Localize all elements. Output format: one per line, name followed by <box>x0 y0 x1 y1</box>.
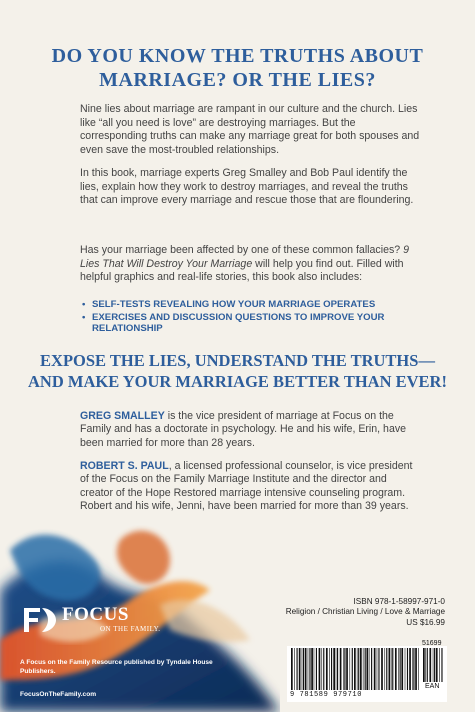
subheadline-line-2: AND MAKE YOUR MARRIAGE BETTER THAN EVER! <box>28 372 447 391</box>
publisher-line: A Focus on the Family Resource published by Tyndale House Publishers. <box>20 659 213 675</box>
barcode-bar <box>427 648 428 682</box>
barcode-addon-icon <box>422 648 444 682</box>
category: Religion / Christian Living / Love & Marriage <box>285 607 445 617</box>
barcode-bar <box>413 648 414 690</box>
barcode-bar <box>436 648 438 682</box>
author-bio-text: is the vice president of marriage at Focus on the Family and has a doctorate in psychology. He and his wife, Erin, have been married for more than 28 years. <box>80 410 407 449</box>
intro-p3-before: Has your marriage been affected by one of these common fallacies? <box>80 244 404 256</box>
barcode-bar <box>316 648 317 690</box>
barcode-bar <box>311 648 313 690</box>
barcode-bar <box>291 648 293 690</box>
barcode-bar <box>429 648 431 682</box>
logo-wordmark: FOCUS <box>62 604 129 625</box>
barcode-bar <box>377 648 378 690</box>
author-bio-text: , a licensed professional counselor, is vice president of the Focus on the Family Marriage Institute and the director and creator of the Hope Restored marriage intensive counseling program. Robert and his wife, Jenni, have been married for more than 39 years. <box>80 460 413 513</box>
barcode-bar <box>441 648 442 682</box>
barcode-bar <box>409 648 411 690</box>
barcode-bar <box>423 648 425 682</box>
barcode-bar <box>381 648 383 690</box>
barcode-bar <box>340 648 342 690</box>
barcode-bar <box>405 648 406 690</box>
barcode-bar <box>384 648 385 690</box>
headline <box>30 44 445 92</box>
barcode-bar <box>425 648 426 682</box>
barcode-bar <box>400 648 401 690</box>
intro-paragraph-3 <box>80 244 420 285</box>
barcode-bar <box>389 648 391 690</box>
logo-subtext: ON THE FAMILY. <box>100 625 161 633</box>
barcode-bar <box>415 648 417 690</box>
barcode-bar <box>303 648 304 690</box>
barcode-bar <box>374 648 376 690</box>
price: US $16.99 <box>406 617 445 627</box>
barcode-bar <box>350 648 351 690</box>
product-info <box>275 597 445 628</box>
barcode-bar <box>386 648 387 690</box>
barcode-bar <box>314 648 315 690</box>
barcode-bar <box>346 648 348 690</box>
barcode-bar <box>343 648 344 690</box>
barcode-bar <box>439 648 440 682</box>
barcode-bar <box>395 648 397 690</box>
ean-label: EAN <box>425 683 440 690</box>
barcode-bar <box>352 648 353 690</box>
intro-p3-after: will help you find out. Filled with helpful graphics and real-life stories, this book also includes: <box>80 257 404 284</box>
feature-item: • EXERCISES AND DISCUSSION QUESTIONS TO IMPROVE YOUR RELATIONSHIP <box>80 312 420 335</box>
barcode-bar <box>299 648 301 690</box>
barcode-bar <box>337 648 338 690</box>
barcode-bar <box>336 648 337 690</box>
subheadline <box>20 350 455 392</box>
barcode-bar <box>308 648 309 690</box>
feature-list <box>80 299 420 336</box>
barcode-bar <box>378 648 379 690</box>
barcode-bar <box>407 648 408 690</box>
barcode-bar <box>329 648 330 690</box>
barcode-bar <box>305 648 307 690</box>
barcode-bar <box>418 648 419 690</box>
barcode-icon <box>290 648 420 690</box>
barcode-digits: 9 781589 979710 <box>290 691 363 699</box>
author-bio-smalley <box>80 410 420 450</box>
barcode-bar <box>369 648 370 690</box>
barcode-bar <box>321 648 322 690</box>
subheadline-line-1: EXPOSE THE LIES, UNDERSTAND THE TRUTHS— <box>40 351 435 370</box>
barcode-bar <box>398 648 399 690</box>
barcode-bar <box>366 648 368 690</box>
author-name: ROBERT S. PAUL <box>80 460 169 472</box>
barcode-bar <box>392 648 393 690</box>
barcode-bar <box>302 648 303 690</box>
barcode-bar <box>357 648 358 690</box>
barcode-bar <box>363 648 364 690</box>
headline-line-2: MARRIAGE? OR THE LIES? <box>99 69 376 91</box>
barcode-bar <box>365 648 366 690</box>
barcode-bar <box>433 648 434 682</box>
barcode-bar <box>358 648 359 690</box>
publisher-website: FocusOnTheFamily.com <box>20 691 97 698</box>
barcode-bar <box>354 648 356 690</box>
barcode-bar <box>333 648 335 690</box>
price-addon-digits: 51699 <box>422 640 442 647</box>
barcode-bar <box>371 648 372 690</box>
intro-paragraph-2: In this book, marriage experts Greg Smalley and Bob Paul identify the lies, explain how they work to destroy marriages, and reveal the truths that can improve every marriage and rescue those that are floundering. <box>80 167 414 207</box>
headline-line-1: DO YOU KNOW THE TRUTHS ABOUT <box>51 45 424 67</box>
barcode-bar <box>319 648 321 690</box>
barcode-bar <box>360 648 362 690</box>
feature-item: • SELF-TESTS REVEALING HOW YOUR MARRIAGE OPERATES <box>80 299 420 311</box>
barcode-bar <box>401 648 403 690</box>
barcode-bar <box>412 648 413 690</box>
barcode-bar <box>391 648 392 690</box>
barcode-bar <box>344 648 345 690</box>
barcode-bar <box>326 648 328 690</box>
barcode-bar <box>434 648 435 682</box>
barcode-bar <box>323 648 324 690</box>
smoke-artwork <box>0 480 280 712</box>
barcode-bar <box>331 648 332 690</box>
barcode-bar <box>294 648 295 690</box>
author-name: GREG SMALLEY <box>80 410 165 422</box>
isbn: ISBN 978-1-58997-971-0 <box>353 597 445 606</box>
intro-paragraph-1: Nine lies about marriage are rampant in our culture and the church. Lies like “all you need is love” are destroying marriages. But the corresponding truths can make any marriage great for both spouses and even save the most-troubled relationships. <box>80 103 420 156</box>
barcode-bar <box>309 648 310 690</box>
barcode-bar <box>297 648 298 690</box>
book-title: 9 Lies That Will Destroy Your Marriage <box>80 244 409 270</box>
